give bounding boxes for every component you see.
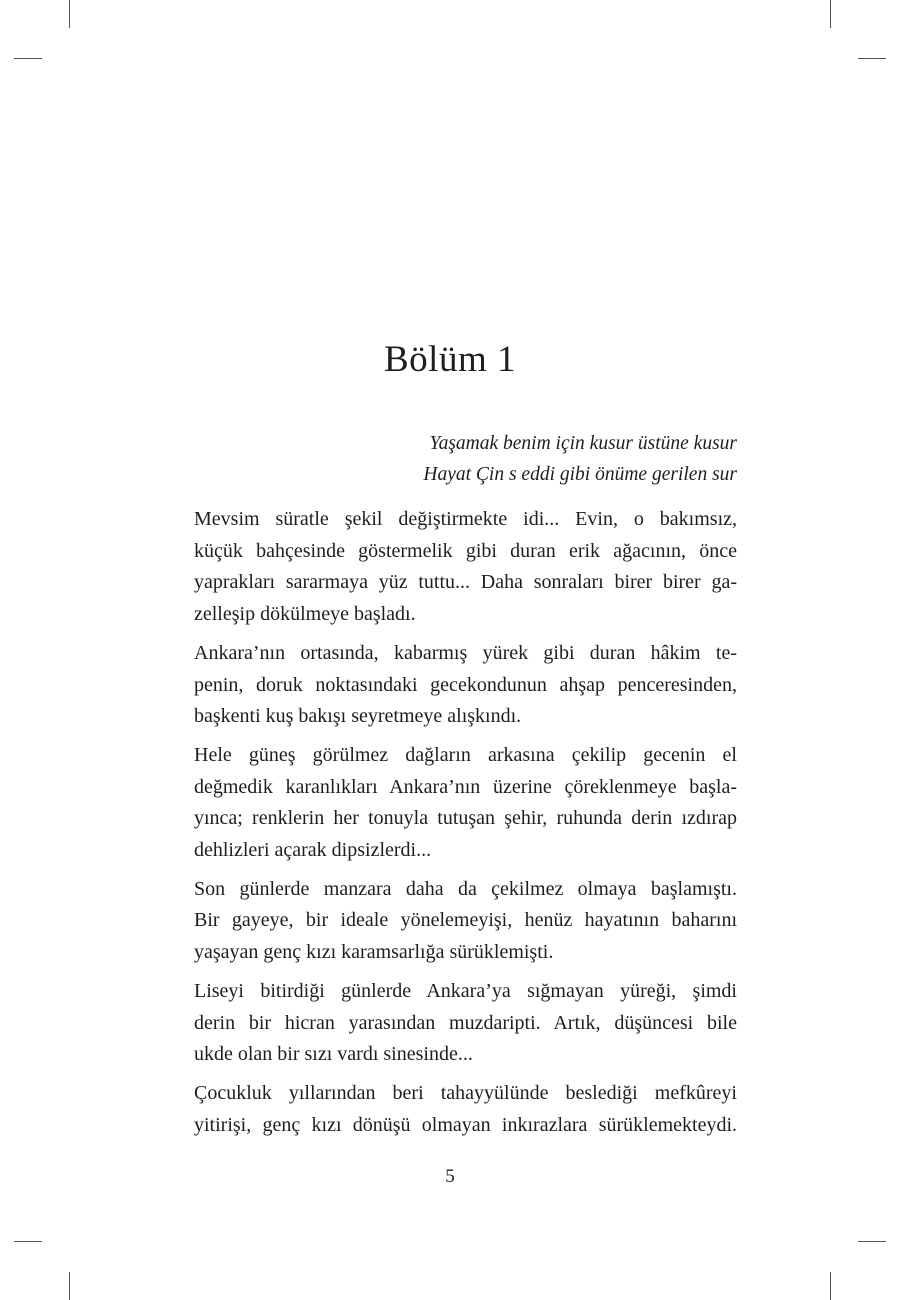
crop-mark-top-left bbox=[69, 0, 70, 28]
text-line: başkenti kuş bakışı seyretmeye alışkındı. bbox=[194, 705, 522, 728]
paragraph bbox=[166, 1078, 737, 1141]
crop-mark-top-right bbox=[830, 0, 831, 28]
paragraph bbox=[166, 638, 737, 733]
epigraph bbox=[423, 428, 737, 490]
chapter-title: Bölüm 1 bbox=[384, 339, 516, 380]
crop-mark-bottom-right bbox=[830, 1272, 831, 1300]
page-number: 5 bbox=[445, 1166, 455, 1187]
paragraph bbox=[166, 740, 737, 867]
epigraph-line: Yaşamak benim için kusur üstüne kusur bbox=[429, 433, 737, 454]
text-line: Son günlerde manzara daha da çekilmez olmaya başlamıştı. bbox=[194, 877, 737, 900]
epigraph-line: Hayat Çin s eddi gibi önüme gerilen sur bbox=[423, 464, 737, 485]
text-line: Bir gayeye, bir ideale yönelemeyişi, henüz hayatının baharını bbox=[194, 909, 737, 932]
paragraph bbox=[166, 504, 737, 631]
text-line: Çocukluk yıllarından beri tahayyülünde beslediği mefkûreyi bbox=[194, 1081, 737, 1104]
text-line: zelleşip dökülmeye başladı. bbox=[194, 603, 416, 626]
text-line: Hele güneş görülmez dağların arkasına çekilip gecenin el bbox=[194, 743, 737, 766]
text-line: değmedik karanlıkları Ankara’nın üzerine çöreklenmeye başla- bbox=[194, 775, 737, 798]
text-line: yitirişi, genç kızı dönüşü olmayan inkırazlara sürüklemekteydi. bbox=[194, 1113, 737, 1136]
crop-mark-bottom-left bbox=[69, 1272, 70, 1300]
paragraph bbox=[166, 976, 737, 1071]
text-line: Liseyi bitirdiği günlerde Ankara’ya sığmayan yüreği, şimdi bbox=[194, 979, 737, 1002]
crop-mark-right-bottom bbox=[858, 1241, 886, 1242]
text-line: derin bir hicran yarasından muzdaripti. Artık, düşüncesi bile bbox=[194, 1011, 737, 1034]
text-line: yaprakları sararmaya yüz tuttu... Daha sonraları birer birer ga- bbox=[194, 571, 737, 594]
text-line: küçük bahçesinde göstermelik gibi duran erik ağacının, önce bbox=[194, 539, 737, 562]
body-text bbox=[166, 504, 737, 1148]
crop-mark-left-bottom bbox=[14, 1241, 42, 1242]
paragraph bbox=[166, 874, 737, 969]
crop-mark-left-top bbox=[14, 58, 42, 59]
text-line: Mevsim süratle şekil değiştirmekte idi... Evin, o bakımsız, bbox=[194, 508, 737, 530]
text-line: Ankara’nın ortasında, kabarmış yürek gibi duran hâkim te- bbox=[194, 641, 737, 664]
text-line: penin, doruk noktasındaki gecekondunun ahşap penceresinden, bbox=[194, 673, 737, 696]
text-line: yınca; renklerin her tonuyla tutuşan şehir, ruhunda derin ızdırap bbox=[194, 807, 737, 830]
text-line: dehlizleri açarak dipsizlerdi... bbox=[194, 839, 432, 862]
crop-mark-right-top bbox=[858, 58, 886, 59]
text-line: yaşayan genç kızı karamsarlığa sürüklemişti. bbox=[194, 941, 554, 964]
text-line: ukde olan bir sızı vardı sinesinde... bbox=[194, 1043, 473, 1066]
